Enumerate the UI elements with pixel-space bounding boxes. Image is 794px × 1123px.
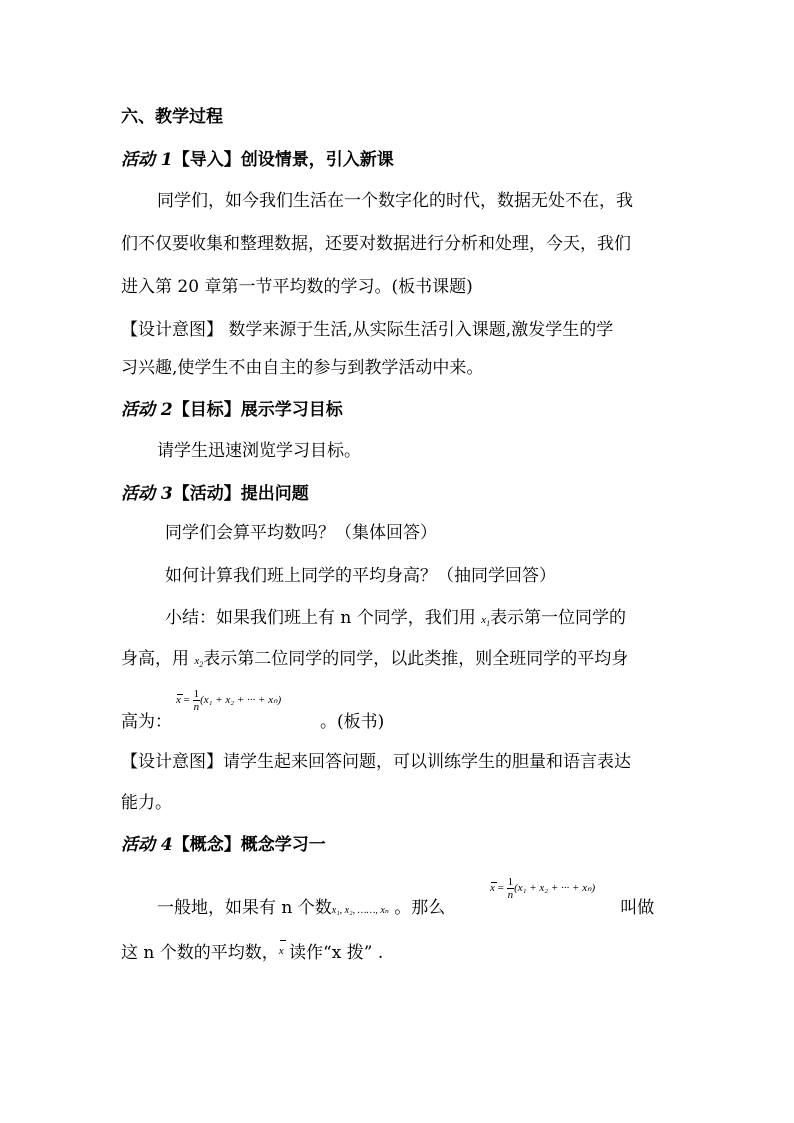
line3-text-a: 高为： <box>121 712 172 732</box>
equals-sign-2: = <box>494 882 507 895</box>
activity3-tag: 【活动】 <box>172 484 241 504</box>
x-bar-symbol: x <box>176 694 181 707</box>
line2-text-a: 身高，用 <box>121 649 195 669</box>
activity3-summary-line3 <box>121 711 384 733</box>
activity3-question1: 同学们会算平均数吗？（集体回答） <box>165 523 437 543</box>
a4-text-c: 叫做 <box>620 898 655 918</box>
equals-sign: = <box>180 694 193 707</box>
activity1-tag: 【导入】 <box>172 150 241 170</box>
activity3-question2: 如何计算我们班上同学的平均身高？（抽同学回答） <box>165 566 556 586</box>
activity1-para-line1: 同学们，如今我们生活在一个数字化的时代，数据无处不在，我 <box>157 191 633 211</box>
activity2-title: 展示学习目标 <box>240 400 343 420</box>
activity3-summary-line1 <box>165 607 626 635</box>
a4-line2-b: 读作“x 拨” . <box>283 943 384 963</box>
activity3-design-line1: 【设计意图】请学生起来回答问题，可以训练学生的胆量和语言表达 <box>121 752 631 772</box>
activity3-summary-line2 <box>121 648 628 676</box>
section-title: 六、教学过程 <box>121 107 223 127</box>
activity3-title: 提出问题 <box>240 484 309 504</box>
a4-line2-a: 这 n 个数的平均数， <box>121 943 279 963</box>
x-bar-symbol-2: x <box>490 882 495 895</box>
activity4-line1 <box>157 897 654 922</box>
activity4-line2 <box>121 940 383 964</box>
activity4-tag: 【概念】 <box>172 835 241 855</box>
activity4-title: 概念学习一 <box>240 835 326 855</box>
fraction: $\frac{1}{n}$ <box>193 688 200 713</box>
activity2-para: 请学生迅速浏览学习目标。 <box>157 441 361 461</box>
activity3-heading <box>121 483 309 505</box>
number-list: x₁, x₂, ……, xₙ <box>331 905 389 916</box>
x-bar-inline: x <box>279 940 284 962</box>
a4-text-b: 。那么 <box>388 898 446 918</box>
activity3-design-line2: 能力。 <box>121 793 172 813</box>
activity1-para-line3: 进入第 20 章第一节平均数的学习。(板书课题) <box>121 277 473 297</box>
a4-text-a: 一般地，如果有 n 个数 <box>157 898 332 918</box>
activity2-heading <box>121 399 343 421</box>
sum-expression-2: (x₁ + x₂ + ··· + xₙ) <box>514 882 596 895</box>
line2-text-b: 表示第二位同学的同学，以此类推，则全班同学的平均身 <box>203 649 629 669</box>
activity4-heading <box>121 834 326 856</box>
summary-text-a: 小结：如果我们班上有 n 个同学，我们用 <box>165 608 482 628</box>
activity4-label: 活动 4 <box>121 835 173 855</box>
x1-symbol: $x_1$ <box>481 614 491 629</box>
activity3-label: 活动 3 <box>121 484 173 504</box>
sum-expression: (x₁ + x₂ + ··· + xₙ) <box>200 694 282 707</box>
summary-text-b: 表示第一位同学的 <box>490 608 627 628</box>
line3-text-b: 。(板书) <box>320 712 385 732</box>
activity1-design-line2: 习兴趣,使学生不由自主的参与到教学活动中来。 <box>121 358 484 378</box>
activity1-title: 创设情景，引入新课 <box>240 150 394 170</box>
activity1-heading <box>121 149 394 171</box>
activity2-label: 活动 2 <box>121 400 173 420</box>
activity2-tag: 【目标】 <box>172 400 241 420</box>
fraction-2: $\frac{1}{n}$ <box>507 876 514 901</box>
activity1-para-line2: 们不仅要收集和整理数据，还要对数据进行分析和处理，今天，我们 <box>121 234 631 254</box>
mean-formula-1 <box>176 688 281 713</box>
activity1-label: 活动 1 <box>121 150 173 170</box>
activity1-design-line1: 【设计意图】 数学来源于生活,从实际生活引入课题,激发学生的学 <box>121 320 614 340</box>
x2-symbol: $x_2$ <box>194 655 204 670</box>
